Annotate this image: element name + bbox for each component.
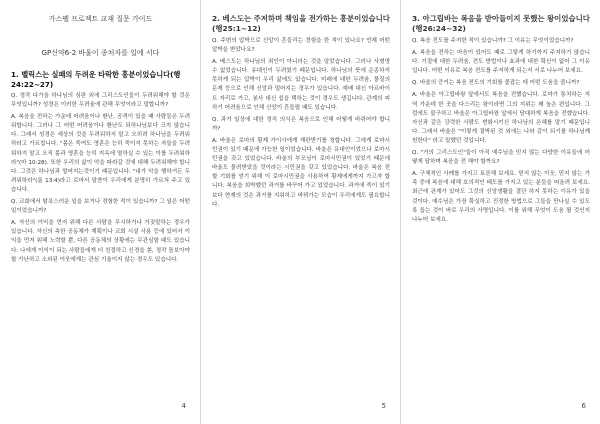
page-number: 6 [581, 402, 586, 410]
page-5 [200, 0, 400, 424]
paragraph: Q. 과거 일상에 대한 정직 의식은 복음으로 인해 어떻게 바뀌어야 합니까? [212, 116, 390, 132]
section-title: 3. 아그립바는 복음을 받아들이지 못했는 왕이었습니다(행26:24~32) [412, 14, 590, 33]
paragraph: Q. 주변의 압박으로 신앙이 흔들리는 경험을 한 적이 있나요? 언제 어떤 압박을 받았나요? [212, 38, 390, 54]
page-number: 4 [181, 402, 186, 410]
paragraph: A. 바울은 아그립바왕 앞에서도 복음을 전했습니다. 로마가 통치하는 지역 가운데 한 곳을 다스리는 왕이라면 그의 지위는 꽤 높은 편입니다. 그럼에도 불구하고 바울은 아그립바왕 앞에서 담대하게 복음을 전했습니다. 자신과 같은 강력한 사람도 변화시키신 하나님의 은혜를 말기 때문입니다. 그래서 바울은 "이렇게 결박된 것 외에는 나와 같이 되기를 하나님께 원한다" 라고 말했던 것입니다. [412, 92, 590, 144]
paragraph: A. 바울은 로마의 황제 가이사에게 재판받기를 청합니다. 그에게 로마시민권이 있기 때문에 가능한 일이었습니다. 바울은 유대인이었으나 로마시민권을 갖고 있었습니다. 바울의 부모님이 로마시민권이 있었기 때문에 바울도 물려받았을 것이라는 시민권을 갖고 있었습니다. 바울은 복음 전할 기회를 얻기 위해 이 로마시민권을 사용하여 황제에게까지 가고자 합니다. 복음을 희박했던 과거를 바꾸어 가고 있었습니다. 과거에 죽이 있기보다 현재의 것은 과거를 지워하고 바꿔가는 모습이 우리에게도 필요합니다. [212, 137, 390, 208]
paragraph: Q. 바울의 증거는 복음 전도의 기회를 붙잡는 데 어떤 도움을 줍니까? [412, 80, 580, 87]
paragraph: A. 복음을 전하는 마음이 있어도 때로 그렇게 하기까지 주저하기 않습니다. 거절에 대한 두려움, 전도 방법이나 효과에 대한 확신이 없어 그 이유입니다. 어떤 이유로 복음 전도를 주저하게 되는지 서로 나누어 보세요. [412, 50, 590, 75]
paragraph: A. 구체적인 사례를 가지고 토론해 보세요. 믿지 않는 이웃, 믿지 않는 가족 중에 복음에 대해 호의적인 태도를 가지고 있는 분들을 떠올려 보세요. 최근에 관계가 있어도 그것의 신앙생활을 결단 하지 못하는 이유가 있을 것이다. 예수님은 가장 확실하고 진정한 방법으로 그들을 만나실 수 있도록 돕는 것이 바로 우리의 사명입니다. 이를 위해 무엇이 도움 될 것인지 나누어 보세요. [412, 171, 590, 223]
paragraph: A. 복음을 전하는 가운데 어려움이나 환난, 공격이 있을 때 사람들은 두려워합니다. 그러나 그 어떤 어려움이나 환난도 되하나님보다 크지 않습니다. 그래서 성경은 세상의 것을 두려워하지 말고 오히려 하나님을 두려워하라고 가르칩니다. "몸은 죽여도 영혼은 능히 죽이지 못하는 자들을 두려워하지 말고 오직 몸과 영혼을 능히 지옥에 멸하실 수 있는 이를 두려워하라"(마 10:28). 또한 우리의 삶이 악을 따라갈 것에 대해 두려워해야 합니다. 그것은 하나님과 멀어지는것이기 때문입니다. "내가 악을 행하거든 두려워하라"(롬 13:4)라고 로마서 말씀이 우리에게 분명히 가르쳐 주고 있습니다. [11, 114, 190, 193]
paragraph: A. 베스도는 하나님의 죄인이 아니라는 것을 알았습니다. 그러나 사형명 수 없었습니다. 유대인이 두려웠기 때문입니다. 하나님의 뜻에 순종하지 못하게 되는 압박이 우리 삶에도 있습니다. 미래에 대한 두려움, 물질의 문제 등으로 인해 신앙과 멀어지는 경우가 있습니다. 예배 대신 아르바이트 자리로 가고, 봉사 대신 쉼을 택하는 것이 경우도 생깁니다. 관계의 피하기 어려움으로 인해 신앙이 흔들릴 때도 있습니다. [212, 59, 390, 111]
paragraph: A. 자신의 이익을 먼저 위해 다른 사람을 무시하거나 거짓말하는 경우가 있습니다. 자신의 속한 공동체가 계획이나 교회 시설 사용 등에 있어서 이익을 먼저 위해 노력할 뿐, 다른 공동체의 상황에는 무관심할 때도 있습니다. 나에게 이익이 되는 사람들에게 더 친절하고 신경을 쏟, 정작 돌보아야 할 가난하고 소외된 이웃에게는 관심 기울이지 않는 경우도 있습니다. [11, 220, 190, 263]
page-4 [0, 0, 200, 424]
paragraph: Q. "거의 그리스도인"들이 아직 예수님을 믿지 않는 다양한 이유들에 어떻게 답하며 복음을 전 해야 할까요? [412, 150, 590, 166]
section-title: 1. 벨릭스는 실패의 두려운 타락한 흥분이었습니다(행24:22~27) [11, 70, 181, 89]
section-title: 2. 베스도는 주저하며 책임을 전가하는 흥분이었습니다(행25:1~12) [212, 14, 390, 33]
paragraph: Q. 정작 다가올 하나님의 심판 외에 그리스도인들이 두려워해야 할 것은 무엇입니까? 성경은 이러한 두려움에 관해 무엇이라고 말합니까? [11, 93, 190, 109]
page-6 [400, 0, 600, 424]
paragraph: Q. 교회에서 탐욕스러운 일을 보거나 경험한 적이 있습니까? 그 일은 어떤 일이었습니까? [11, 199, 190, 215]
paragraph: Q. 복음 전도를 주저한 적이 있습니까? 그 이유는 무엇이었습니까? [412, 38, 574, 44]
page-subtitle: GP신약6-2 바울이 종처자를 일에 서다 [41, 49, 160, 57]
page-header: 가스펠 프로젝트 교재 질문 가이드 [48, 15, 153, 23]
page-number: 5 [381, 402, 386, 410]
